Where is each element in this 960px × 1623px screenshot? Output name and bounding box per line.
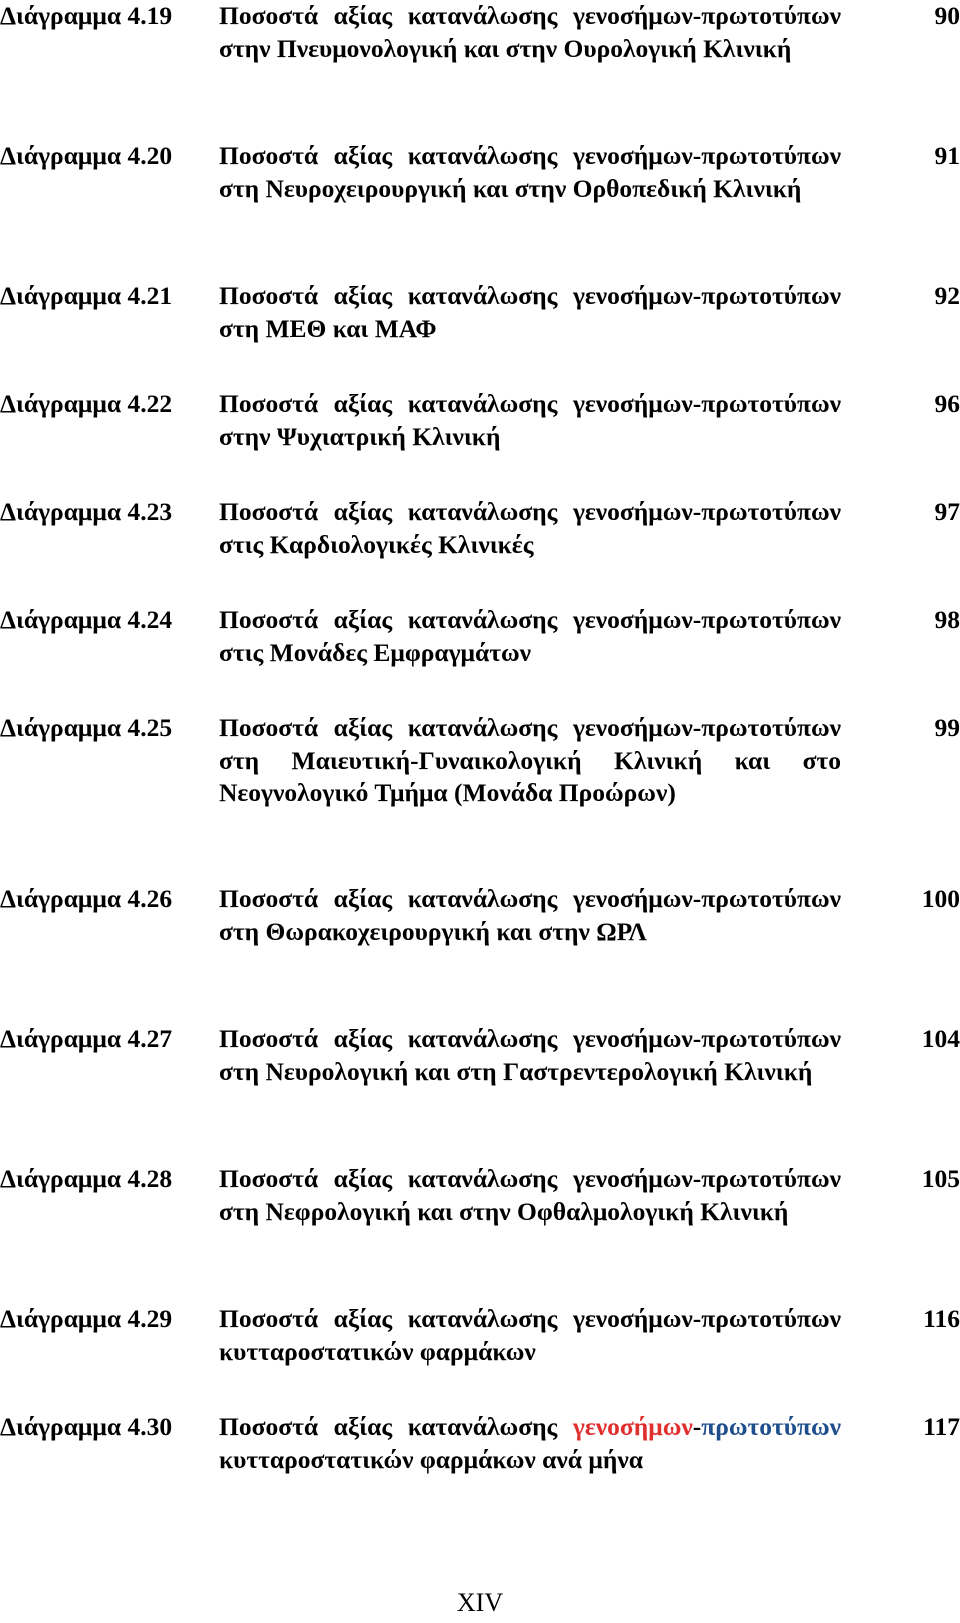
figure-title: Ποσοστά αξίας κατανάλωσης γενοσήμων-πρωτοτύπων στην Ψυχιατρική Κλινική <box>219 389 841 451</box>
page-number: 96 <box>934 389 960 418</box>
figure-label: Διάγραμμα 4.21 <box>0 281 173 310</box>
page-number: 90 <box>934 1 960 30</box>
footer-page-number: XIV <box>456 1588 504 1617</box>
page-number: 99 <box>934 713 960 742</box>
figure-label: Διάγραμμα 4.24 <box>0 605 173 634</box>
figure-title: Ποσοστά αξίας κατανάλωσης γενοσήμων-πρωτοτύπων στη Μαιευτική-Γυναικολογική Κλινική και στο Νεογνολογικό Τμήμα (Μονάδα Προώρων) <box>219 713 841 807</box>
page-number: 116 <box>923 1304 960 1333</box>
figure-title: Ποσοστά αξίας κατανάλωσης γενοσήμων-πρωτοτύπων στις Καρδιολογικές Κλινικές <box>219 497 841 559</box>
figure-label: Διάγραμμα 4.25 <box>0 713 173 742</box>
figure-label: Διάγραμμα 4.20 <box>0 141 173 170</box>
figure-label: Διάγραμμα 4.27 <box>0 1024 173 1053</box>
highlighted-text-blue: πρωτοτύπων <box>701 1412 841 1441</box>
figure-title <box>219 1411 841 1476</box>
figure-title: Ποσοστά αξίας κατανάλωσης γενοσήμων-πρωτοτύπων στην Πνευμονολογική και στην Ουρολογική Κλινική <box>219 1 841 63</box>
figure-title: Ποσοστά αξίας κατανάλωσης γενοσήμων-πρωτοτύπων στις Μονάδες Εμφραγμάτων <box>219 605 841 667</box>
page-number: 97 <box>934 497 960 526</box>
figure-label: Διάγραμμα 4.30 <box>0 1412 173 1441</box>
page-number: 92 <box>934 281 960 310</box>
figure-label: Διάγραμμα 4.26 <box>0 884 173 913</box>
page-number: 117 <box>923 1412 960 1441</box>
figure-label: Διάγραμμα 4.29 <box>0 1304 173 1333</box>
page-number: 98 <box>934 605 960 634</box>
figure-title: Ποσοστά αξίας κατανάλωσης γενοσήμων-πρωτοτύπων στη Θωρακοχειρουργική και στην ΩΡΛ <box>219 884 841 946</box>
figure-title: Ποσοστά αξίας κατανάλωσης γενοσήμων-πρωτοτύπων στη Νεφρολογική και στην Οφθαλμολογική Κλινική <box>219 1164 841 1226</box>
figure-title: Ποσοστά αξίας κατανάλωσης γενοσήμων-πρωτοτύπων στη Νευρολογική και στη Γαστρεντερολογική Κλινική <box>219 1024 841 1086</box>
figure-label: Διάγραμμα 4.22 <box>0 389 173 418</box>
highlighted-text-red: γενοσήμων <box>572 1412 693 1441</box>
page-number: 91 <box>934 141 960 170</box>
page-number: 100 <box>921 884 960 913</box>
figure-title: Ποσοστά αξίας κατανάλωσης γενοσήμων-πρωτοτύπων στη Νευροχειρουργική και στην Ορθοπεδική Κλινική <box>219 141 841 203</box>
figure-label: Διάγραμμα 4.19 <box>0 1 173 30</box>
figure-title: Ποσοστά αξίας κατανάλωσης γενοσήμων-πρωτοτύπων κυτταροστατικών φαρμάκων <box>219 1304 841 1366</box>
figure-label: Διάγραμμα 4.23 <box>0 497 173 526</box>
figure-label: Διάγραμμα 4.28 <box>0 1164 173 1193</box>
page-number: 104 <box>921 1024 960 1053</box>
figure-title: Ποσοστά αξίας κατανάλωσης γενοσήμων-πρωτοτύπων στη ΜΕΘ και ΜΑΦ <box>219 281 841 343</box>
title-text: κυτταροστατικών φαρμάκων ανά μήνα <box>219 1444 643 1474</box>
title-dash: - <box>692 1412 702 1441</box>
title-text: Ποσοστά αξίας κατανάλωσης <box>219 1412 558 1441</box>
page-number: 105 <box>921 1164 960 1193</box>
